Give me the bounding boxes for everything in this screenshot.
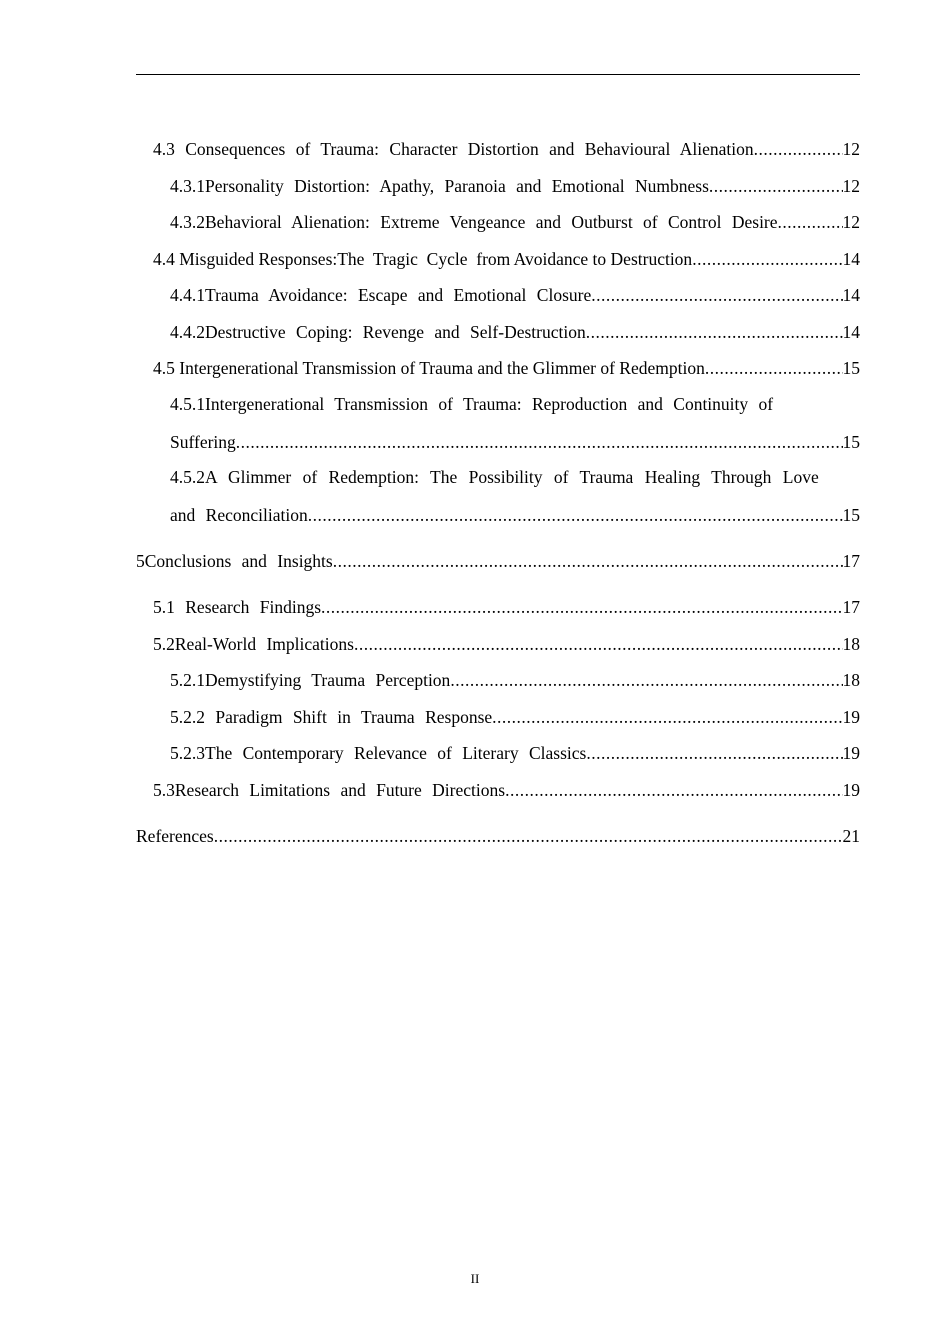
toc-entry-title: 5.2.1Demystifying Trauma Perception — [170, 670, 451, 690]
toc-entry-5-3[interactable] — [153, 779, 860, 801]
toc-leader-dots — [754, 138, 843, 160]
toc-leader-dots — [586, 742, 842, 764]
toc-entry-page: 14 — [842, 249, 860, 269]
toc-entry-title: 4.3.1Personality Distortion: Apathy, Paranoia and Emotional Numbness — [170, 176, 709, 196]
toc-leader-dots — [450, 669, 842, 691]
page-number: II — [470, 1271, 480, 1286]
toc-entry-title: 5.1 Research Findings — [153, 597, 322, 617]
toc-entry-page: 15 — [842, 505, 860, 525]
toc-entry-4-5[interactable] — [153, 357, 860, 379]
toc-entry-page: 12 — [842, 212, 860, 232]
toc-entry-4-4-2[interactable] — [170, 321, 860, 343]
toc-entry-title: 5.2.3The Contemporary Relevance of Literary Classics — [170, 743, 587, 763]
toc-leader-dots — [333, 550, 843, 572]
toc-leader-dots — [236, 431, 843, 453]
toc-leader-dots — [692, 248, 842, 270]
toc-leader-dots — [705, 357, 843, 379]
toc-entry-4-4-1[interactable] — [170, 284, 860, 306]
toc-entry-4-3-1[interactable] — [170, 175, 860, 197]
toc-entry-title: Suffering — [170, 432, 236, 452]
toc-entry-page: 15 — [842, 358, 860, 378]
toc-leader-dots — [354, 633, 843, 655]
toc-entry-page: 19 — [842, 780, 860, 800]
toc-entry-references[interactable] — [136, 825, 860, 847]
toc-entry-page: 17 — [842, 597, 860, 617]
toc-entry-4-5-1[interactable] — [170, 431, 860, 453]
toc-entry-4-3-2[interactable] — [170, 211, 860, 233]
toc-entry-title: 4.5 Intergenerational Transmission of Trauma and the Glimmer of Redemption — [153, 358, 705, 378]
toc-entry-page: 18 — [842, 634, 860, 654]
toc-entry-title: and Reconciliation — [170, 505, 308, 525]
toc-leader-dots — [505, 779, 842, 801]
toc-entry-4-5-1-line1[interactable]: 4.5.1Intergenerational Transmission of Trauma: Reproduction and Continuity of — [170, 394, 774, 414]
toc-entry-page: 17 — [842, 551, 860, 571]
toc-entry-5[interactable] — [136, 550, 860, 572]
toc-leader-dots — [586, 321, 843, 343]
toc-entry-5-2-3[interactable] — [170, 742, 860, 764]
toc-entry-page: 12 — [842, 176, 860, 196]
toc-entry-title: 4.3.2Behavioral Alienation: Extreme Vengeance and Outburst of Control Desire — [170, 212, 778, 232]
toc-entry-title: 5.3Research Limitations and Future Directions — [153, 780, 506, 800]
toc-leader-dots — [709, 175, 843, 197]
toc-leader-dots — [214, 825, 843, 847]
toc-entry-page: 12 — [842, 139, 860, 159]
toc-leader-dots — [321, 596, 842, 618]
toc-entry-5-2-2[interactable] — [170, 706, 860, 728]
toc-entry-title: 4.4.1Trauma Avoidance: Escape and Emotional Closure — [170, 285, 592, 305]
toc-entry-title: 4.3 Consequences of Trauma: Character Distortion and Behavioural Alienation — [153, 139, 754, 159]
toc-entry-page: 19 — [842, 743, 860, 763]
toc-entry-page: 14 — [842, 322, 860, 342]
toc-entry-page: 14 — [842, 285, 860, 305]
toc-leader-dots — [308, 504, 843, 526]
toc-entry-5-2-1[interactable] — [170, 669, 860, 691]
toc-entry-title: 4.4.2Destructive Coping: Revenge and Self-Destruction — [170, 322, 586, 342]
toc-entry-title: 5Conclusions and Insights — [136, 551, 333, 571]
toc-entry-page: 19 — [842, 707, 860, 727]
toc-entry-5-1[interactable] — [153, 596, 860, 618]
toc-entry-title: 4.4 Misguided Responses:The Tragic Cycle from Avoidance to Destruction — [153, 249, 693, 269]
toc-entry-title: 5.2.2 Paradigm Shift in Trauma Response — [170, 707, 493, 727]
toc-leader-dots — [591, 284, 842, 306]
toc-entry-page: 18 — [842, 670, 860, 690]
toc-entry-5-2[interactable] — [153, 633, 860, 655]
toc-entry-4-3[interactable] — [153, 138, 860, 160]
toc-entry-4-5-2[interactable] — [170, 504, 860, 526]
toc-entry-4-4[interactable] — [153, 248, 860, 270]
toc-leader-dots — [492, 706, 842, 728]
toc-entry-4-5-2-line1[interactable]: 4.5.2A Glimmer of Redemption: The Possibility of Trauma Healing Through Love — [170, 467, 819, 487]
toc-leader-dots — [778, 211, 843, 233]
toc-entry-title: References — [136, 826, 214, 846]
toc-entry-page: 21 — [842, 826, 860, 846]
toc-entry-page: 15 — [842, 432, 860, 452]
header-rule — [136, 74, 860, 75]
toc-entry-title: 5.2Real-World Implications — [153, 634, 354, 654]
